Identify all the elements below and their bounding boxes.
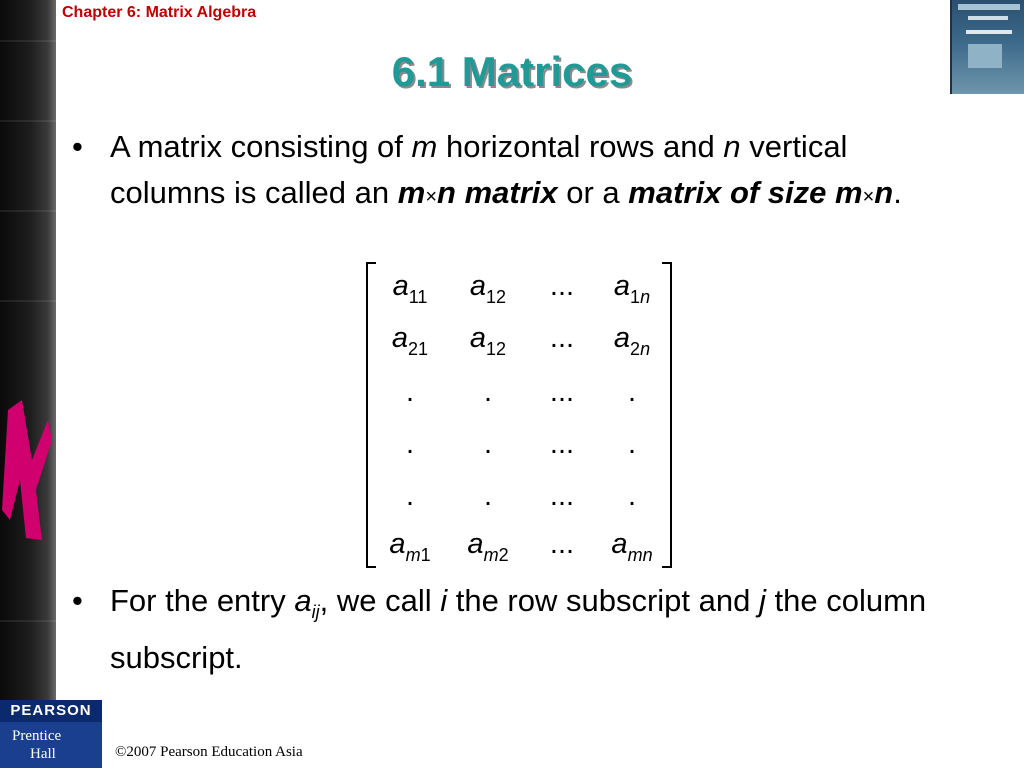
copyright-notice: ©2007 Pearson Education Asia <box>115 744 303 760</box>
matrix-entry: . <box>483 428 493 460</box>
matrix-entry: ... <box>549 270 575 302</box>
matrix-entry: . <box>405 480 415 512</box>
imprint-line-2: Hall <box>30 746 56 762</box>
matrix-entry: . <box>483 480 493 512</box>
matrix-entry: . <box>405 428 415 460</box>
bullet-marker: • <box>72 583 83 618</box>
matrix-entry: . <box>627 428 637 460</box>
chapter-label: Chapter 6: Matrix Algebra <box>62 4 257 21</box>
matrix-entry: . <box>627 376 637 408</box>
matrix-entry: ... <box>549 322 575 354</box>
matrix-entry: ... <box>549 376 575 408</box>
bullet-marker: • <box>72 129 83 164</box>
pink-figure-icon <box>2 400 54 540</box>
matrix-entry: ... <box>549 480 575 512</box>
slide-title: 6.1 Matrices <box>391 48 633 95</box>
matrix-entry: ... <box>549 528 575 560</box>
matrix-entry: $a_{1n}$ <box>613 270 651 307</box>
general-matrix <box>366 262 672 566</box>
matrix-entry: . <box>405 376 415 408</box>
matrix-entry: . <box>627 480 637 512</box>
left-bracket <box>366 262 376 568</box>
bullet-text: For the entry $a_{ij}$, we call i the row subscript and j the column subscript. <box>110 583 927 675</box>
decorative-side-strip <box>0 0 56 700</box>
matrix-entry: $a_{2n}$ <box>613 322 651 359</box>
matrix-entry: $a_{12}$ <box>469 270 507 307</box>
matrix-entry: $a_{12}$ <box>469 322 507 359</box>
matrix-entry: $a_{m2}$ <box>467 528 509 565</box>
matrix-entry: ... <box>549 428 575 460</box>
matrix-entry: $a_{21}$ <box>391 322 429 359</box>
pearson-brand: PEARSON <box>0 700 102 722</box>
matrix-entry: $a_{m1}$ <box>389 528 431 565</box>
imprint-line-1: Prentice <box>12 728 62 744</box>
matrix-entry: $a_{11}$ <box>392 270 428 307</box>
bullet-text: A matrix consisting of m horizontal rows and n vertical columns is called an m×n matrix or a matrix of size m×n. <box>110 129 902 210</box>
pearson-prentice-hall-logo <box>0 700 102 768</box>
matrix-entry: . <box>483 376 493 408</box>
book-cover-icon <box>950 0 1024 94</box>
right-bracket <box>662 262 672 568</box>
matrix-entry: $a_{mn}$ <box>611 528 653 565</box>
